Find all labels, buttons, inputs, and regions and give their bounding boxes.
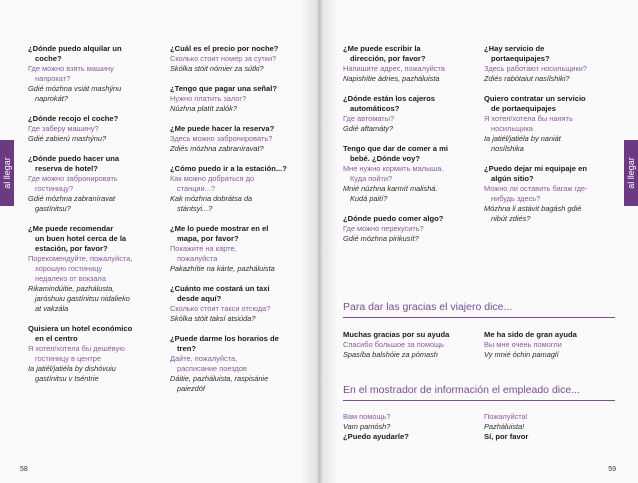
transliteration: Kudá paití? — [350, 194, 388, 203]
transliteration: nibút zdiés? — [491, 214, 531, 223]
russian-phrase: Как можно добраться до — [170, 174, 255, 183]
transliteration: at vakzála — [35, 304, 69, 313]
transliteration: Skólka stóit taksí atsiúda? — [170, 314, 256, 323]
phrase-entry — [343, 214, 473, 244]
spanish-phrase: automáticos? — [350, 104, 400, 113]
spanish-phrase: ¿Dónde recojo el coche? — [28, 114, 119, 123]
spanish-phrase: ¿Me puede recomendar — [28, 224, 114, 233]
transliteration: Pakazhítie na kárte, pazháluista — [170, 264, 275, 273]
left-tab-label: al llegar — [2, 157, 12, 189]
transliteration: nosílshika — [491, 144, 524, 153]
russian-phrase: Где автоматы? — [343, 114, 395, 123]
spanish-phrase: Tengo que dar de comer a mi — [343, 144, 448, 153]
spanish-phrase: ¿Dónde están los cajeros — [343, 94, 435, 103]
spanish-phrase: estación, por favor? — [35, 244, 108, 253]
transliteration: Vy mnié óchin pamaglí — [484, 350, 559, 359]
transliteration: Dáitie, pazháluista, raspisánie — [170, 374, 269, 383]
transliteration: jaróshuiu gastínitsu nidalieko — [35, 294, 130, 303]
thanks-section-title: Para dar las gracias el viajero dice... — [343, 301, 513, 313]
russian-phrase: хорошую гостиницу — [35, 264, 103, 273]
russian-phrase: Покажите на карте, — [170, 244, 237, 253]
transliteration: Gdié zabierú mashýnu? — [28, 134, 107, 143]
phrase-entry — [343, 412, 473, 442]
russian-phrase: Я хотел/хотела бы нанять — [484, 114, 573, 123]
spanish-phrase: ¿Cuál es el precio por noche? — [170, 44, 279, 53]
info-desk-section-title: En el mostrador de información el empleado dice... — [343, 384, 580, 396]
russian-phrase: недалеко от вокзала — [35, 274, 106, 283]
phrase-entry — [28, 324, 148, 384]
russian-phrase: Дайте, пожалуйста, — [170, 354, 238, 363]
right-section-tab — [624, 140, 638, 206]
transliteration: Spasíba balshóie za pómash — [343, 350, 438, 359]
phrase-entry — [343, 144, 473, 204]
spanish-phrase: ¿Cuánto me costará un taxi — [170, 284, 270, 293]
russian-phrase: Я хотел/хотела бы дешёвую — [28, 344, 125, 353]
phrase-entry — [170, 44, 300, 74]
transliteration: paiezdóf — [177, 384, 205, 393]
transliteration: Pazháluista! — [484, 422, 525, 431]
russian-phrase: станции...? — [177, 184, 215, 193]
right-page — [319, 0, 638, 483]
phrase-entry — [28, 114, 148, 144]
russian-phrase: носильщика — [491, 124, 533, 133]
phrase-entry — [484, 330, 614, 360]
spanish-phrase: ¿Dónde puedo alquilar un — [28, 44, 122, 53]
transliteration: gastínitsu? — [35, 204, 71, 213]
spanish-phrase: ¿Me puede escribir la — [343, 44, 421, 53]
thanks-col-2 — [484, 330, 614, 370]
russian-phrase: Спасибо большое за помощь — [343, 340, 445, 349]
info-desk-col-1 — [343, 412, 473, 452]
left-column-1 — [28, 44, 148, 394]
phrase-entry — [170, 224, 300, 274]
russian-phrase: Вам помощь? — [343, 412, 391, 421]
spanish-phrase: ¿Me lo puede mostrar en el — [170, 224, 269, 233]
russian-phrase: Нужно платить залог? — [170, 94, 247, 103]
spanish-phrase: ¿Me puede hacer la reserva? — [170, 124, 275, 133]
right-page-number: 59 — [608, 466, 616, 473]
left-column-2 — [170, 44, 300, 404]
phrase-entry — [343, 330, 473, 360]
transliteration: Gdié mózhna vsiát mashýnu — [28, 84, 122, 93]
spanish-phrase: coche? — [35, 54, 62, 63]
phrase-entry — [484, 412, 614, 442]
phrase-entry — [343, 44, 473, 84]
phrase-entry — [484, 44, 614, 84]
russian-phrase: Куда пойти? — [350, 174, 393, 183]
spanish-phrase: reserva de hotel? — [35, 164, 98, 173]
right-column-1 — [343, 44, 473, 254]
transliteration: Vam pamósh? — [343, 422, 391, 431]
spanish-phrase: Quiero contratar un servicio — [484, 94, 586, 103]
transliteration: naprokát? — [35, 94, 68, 103]
russian-phrase: Напишите адрес, пожалуйста — [343, 64, 445, 73]
phrase-entry — [170, 84, 300, 114]
russian-phrase: Сколько стоит такси отсюда? — [170, 304, 271, 313]
left-section-tab — [0, 140, 14, 206]
russian-phrase: расписание поездов — [177, 364, 247, 373]
transliteration: Zdiés rabótaiut nasílshiki? — [484, 74, 570, 83]
transliteration: Mnié núzhna karmít malishá. — [343, 184, 438, 193]
phrase-entry — [28, 154, 148, 214]
russian-phrase: Порекомендуйте, пожалуйста, — [28, 254, 133, 263]
russian-phrase: напрокат? — [35, 74, 71, 83]
phrase-entry — [28, 44, 148, 104]
transliteration: Zdiés mózhna zabraníravat? — [170, 144, 264, 153]
phrase-entry — [484, 94, 614, 154]
spanish-phrase: ¿Puedo dejar mi equipaje en — [484, 164, 587, 173]
spanish-phrase: Sí, por favor — [484, 432, 529, 441]
spanish-phrase: Quisiera un hotel económico — [28, 324, 133, 333]
phrase-entry — [170, 334, 300, 394]
right-column-2 — [484, 44, 614, 234]
spanish-phrase: ¿Dónde puedo hacer una — [28, 154, 120, 163]
phrase-entry — [170, 284, 300, 324]
spanish-phrase: Me ha sido de gran ayuda — [484, 330, 577, 339]
russian-phrase: Где можно забронировать — [28, 174, 118, 183]
spanish-phrase: ¿Hay servicio de — [484, 44, 545, 53]
spanish-phrase: algún sitio? — [491, 174, 534, 183]
russian-phrase: Сколько стоит номер за сутки? — [170, 54, 277, 63]
spanish-phrase: ¿Puedo ayudarle? — [343, 432, 409, 441]
spanish-phrase: un buen hotel cerca de la — [35, 234, 127, 243]
russian-phrase: Мне нужно кормить малыша. — [343, 164, 444, 173]
transliteration: Núzhna platít zalók? — [170, 104, 237, 113]
transliteration: Rikamindúitie, pazhálusta, — [28, 284, 115, 293]
thanks-col-1 — [343, 330, 473, 370]
transliteration: Gdié mózhna zabraníravat — [28, 194, 116, 203]
russian-phrase: Здесь можно забронировать? — [170, 134, 273, 143]
transliteration: Gdié aftamáty? — [343, 124, 394, 133]
spanish-phrase: ¿Puede darme los horarios de — [170, 334, 279, 343]
russian-phrase: Где заберу машину? — [28, 124, 99, 133]
spanish-phrase: ¿Cómo puedo ir a la estación...? — [170, 164, 287, 173]
russian-phrase: гостиницу? — [35, 184, 74, 193]
transliteration: Skólka stóit nómier za sútki? — [170, 64, 264, 73]
info-desk-section-rule — [343, 400, 615, 401]
left-page-number: 58 — [20, 466, 28, 473]
spanish-phrase: Muchas gracias por su ayuda — [343, 330, 450, 339]
phrase-entry — [28, 224, 148, 314]
spanish-phrase: en el centro — [35, 334, 78, 343]
transliteration: stántsyi...? — [177, 204, 213, 213]
russian-phrase: Можно ли оставить багаж где- — [484, 184, 588, 193]
left-page — [0, 0, 318, 483]
russian-phrase: Здесь работают носильщики? — [484, 64, 587, 73]
russian-phrase: пожалуйста — [177, 254, 218, 263]
phrase-entry — [484, 164, 614, 224]
russian-phrase: Где можно взять машину — [28, 64, 114, 73]
spanish-phrase: ¿Tengo que pagar una señal? — [170, 84, 278, 93]
spanish-phrase: dirección, por favor? — [350, 54, 426, 63]
spanish-phrase: de portaequipajes — [491, 104, 556, 113]
transliteration: Gdié mózhna pirikusít? — [343, 234, 419, 243]
spanish-phrase: tren? — [177, 344, 196, 353]
spanish-phrase: desde aquí? — [177, 294, 222, 303]
russian-phrase: Вы мне очень помогли — [484, 340, 562, 349]
russian-phrase: Пожалуйста! — [484, 412, 528, 421]
transliteration: Mózhna li astávit bagásh gdié — [484, 204, 582, 213]
spanish-phrase: mapa, por favor? — [177, 234, 239, 243]
phrase-entry — [343, 94, 473, 134]
russian-phrase: нибудь здесь? — [491, 194, 541, 203]
russian-phrase: Где можно перекусить? — [343, 224, 424, 233]
transliteration: gastínitsu v tséntrie — [35, 374, 99, 383]
spanish-phrase: ¿Dónde puedo comer algo? — [343, 214, 444, 223]
spanish-phrase: bebé. ¿Dónde voy? — [350, 154, 421, 163]
thanks-section-rule — [343, 317, 615, 318]
transliteration: Ia jatiél/jatiéla by naniát — [484, 134, 561, 143]
phrase-entry — [170, 164, 300, 214]
phrase-entry — [170, 124, 300, 154]
info-desk-col-2 — [484, 412, 614, 452]
transliteration: Ia jatiél/jatiéla by dishóvuiu — [28, 364, 116, 373]
transliteration: Kak mózhna dobrátsa da — [170, 194, 253, 203]
russian-phrase: гостиницу в центре — [35, 354, 101, 363]
right-tab-label: al llegar — [626, 157, 636, 189]
transliteration: Napishítie ádries, pazháluista — [343, 74, 440, 83]
spanish-phrase: portaequipajes? — [491, 54, 550, 63]
book-spine-shadow — [300, 0, 338, 483]
